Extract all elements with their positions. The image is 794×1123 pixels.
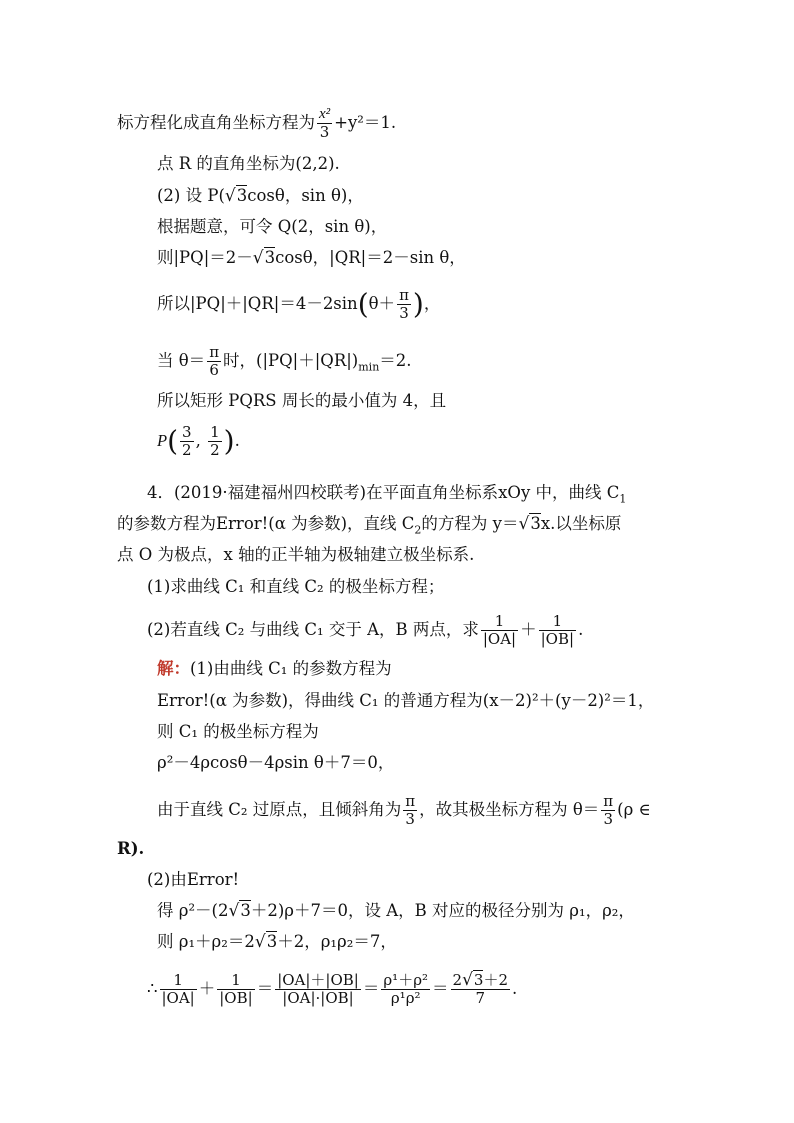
text-segment: 标方程化成直角坐标方程为 <box>117 113 315 132</box>
fraction-denominator: |OB| <box>219 989 253 1007</box>
text-line: ∴ $\frac{1}{|OA|}$ ＋ $\frac{1}{|OB|}$ ＝ $\frac{|OA|+|OB|}{|OA|\cdot|OB|}$ ＝ $\frac{\text{ρ¹＋ρ²}}{\text{ρ¹ρ²}}$ ＝ $\frac{2√3+2}{7}$ . <box>147 970 518 1007</box>
text-segment: 则|PQ|＝2－ <box>157 248 253 267</box>
text-segment: 当 θ＝ <box>157 351 206 370</box>
text-segment: 则 ρ₁＋ρ₂＝2 <box>157 932 255 951</box>
fraction-numerator: 1 <box>210 423 220 441</box>
left-paren: ( <box>357 287 369 321</box>
right-paren: ) <box>412 287 424 321</box>
text-line <box>157 344 412 379</box>
fraction-numerator: 1 <box>539 613 576 631</box>
text-segment: . <box>234 431 240 450</box>
text-segment: 得 ρ²－(2 <box>157 901 229 920</box>
sqrt-radicand: 3 <box>240 901 251 920</box>
solution-label: 解： <box>157 659 190 678</box>
text-line <box>157 657 392 681</box>
fraction-denominator: 3 <box>603 810 613 828</box>
text-line: (2)若直线 C₂ 与曲线 C₁ 交于 A，B 两点，求 $\frac{1}{|OA|}$ ＋ $\frac{1}{|OB|}$ . <box>147 612 584 648</box>
fraction <box>451 972 510 1007</box>
text-segment: 的方程为 y＝ <box>421 514 519 533</box>
sqrt-radicand: 3 <box>236 186 248 205</box>
text-segment: cosθ，|QR|＝2－sin θ， <box>275 248 466 267</box>
fraction-numerator: π <box>603 792 614 810</box>
text-segment: 时，(|PQ|＋|QR|) <box>223 351 359 370</box>
fraction-numerator: 1 <box>217 972 254 990</box>
fraction-numerator: π <box>405 792 416 810</box>
text-segment: ， <box>423 294 441 313</box>
text-segment: P <box>157 431 168 450</box>
fraction-numerator: x² <box>319 106 331 122</box>
fraction-denominator: |OA|·|OB| <box>282 989 354 1007</box>
text-line <box>157 184 364 208</box>
text-line: 则 C₁ 的极坐标方程为 <box>157 722 319 741</box>
text-segment: ＋2 <box>483 971 509 989</box>
text-line <box>147 481 626 511</box>
fraction-numerator: π <box>399 286 409 304</box>
subscript: 1 <box>619 492 627 506</box>
fraction-denominator: 7 <box>475 989 486 1007</box>
text-segment: +y²＝1. <box>334 113 397 132</box>
fraction <box>217 972 254 1007</box>
sqrt-symbol: √ <box>252 248 264 268</box>
fraction-denominator: 2 <box>210 441 220 459</box>
fraction <box>403 793 417 828</box>
fraction <box>601 793 615 828</box>
fraction <box>539 613 576 648</box>
fraction-denominator: ρ¹ρ² <box>390 989 421 1007</box>
text-segment: 2 <box>452 971 463 989</box>
text-line: 点 O 为极点，x 轴的正半轴为极轴建立极坐标系. <box>117 545 475 564</box>
text-segment: ∴ <box>147 979 158 998</box>
text-line: Error!(α 为参数)，得曲线 C₁ 的普通方程为(x－2)²＋(y－2)²＝1， <box>157 691 655 710</box>
left-paren: ( <box>167 424 179 458</box>
sqrt-radicand: 3 <box>473 971 484 989</box>
text-line <box>157 930 397 954</box>
fraction-numerator: |OA|＋|OB| <box>277 971 359 989</box>
fraction-denominator: |OA| <box>161 989 195 1007</box>
text-segment: ＋2，ρ₁ρ₂＝7， <box>277 932 397 951</box>
text-line <box>117 106 396 141</box>
text-line <box>157 287 440 322</box>
sqrt-symbol: √ <box>224 186 236 206</box>
fraction <box>381 972 430 1007</box>
text-segment: 所以|PQ|＋|QR|＝4－2sin <box>157 294 358 313</box>
fraction-denominator: 2 <box>182 441 192 459</box>
fraction-denominator: 3 <box>399 304 409 322</box>
text-segment: 由于直线 C₂ 过原点，且倾斜角为 <box>157 800 402 819</box>
fraction <box>275 972 361 1007</box>
fraction-denominator: 3 <box>405 810 415 828</box>
fraction-numerator <box>451 972 510 990</box>
fraction-denominator: 3 <box>319 123 330 141</box>
subscript: min <box>358 360 380 374</box>
fraction <box>317 106 332 141</box>
text-segment: ＋2)ρ＋7＝0，设 A，B 对应的极径分别为 ρ₁，ρ₂， <box>250 901 635 920</box>
text-line: ρ²－4ρcosθ－4ρsin θ＋7＝0， <box>157 753 395 772</box>
sqrt-radicand: 3 <box>264 248 276 267</box>
text-segment: 4．(2019·福建福州四校联考)在平面直角坐标系xOy 中，曲线 C <box>147 483 620 502</box>
fraction-denominator: |OB| <box>540 630 575 648</box>
text-line <box>117 512 621 542</box>
text-segment: (2) 设 P( <box>157 186 225 205</box>
text-segment: x.以坐标原 <box>540 514 622 533</box>
fraction <box>208 424 222 459</box>
fraction-numerator: 1 <box>160 972 197 990</box>
fraction <box>397 287 411 322</box>
text-segment: . <box>578 620 584 639</box>
text-segment: θ＋ <box>368 294 396 313</box>
fraction-numerator: 1 <box>481 613 518 631</box>
text-segment: cosθ，sin θ)， <box>247 186 364 205</box>
text-line <box>157 793 651 828</box>
text-segment: (2)若直线 C₂ 与曲线 C₁ 交于 A，B 两点，求 <box>147 620 479 639</box>
fraction <box>180 424 194 459</box>
sqrt-symbol: √ <box>462 970 473 990</box>
text-line: 点 R 的直角坐标为(2,2). <box>157 154 340 173</box>
text-line: (1)求曲线 C₁ 和直线 C₂ 的极坐标方程； <box>147 577 445 596</box>
right-paren: ) <box>223 424 235 458</box>
fraction-denominator: 6 <box>209 361 219 379</box>
sqrt-symbol: √ <box>228 901 240 921</box>
sqrt-symbol: √ <box>254 932 266 952</box>
fraction-numerator: ρ¹＋ρ² <box>383 971 429 989</box>
fraction <box>207 344 221 379</box>
text-segment: ，故其极坐标方程为 θ＝ <box>419 800 600 819</box>
text-line <box>157 899 635 923</box>
text-segment: (1)由曲线 C₁ 的参数方程为 <box>190 659 392 678</box>
text-line: 所以矩形 PQRS 周长的最小值为 4，且 <box>157 391 447 410</box>
text-line: P( $\frac{3}{2}$ , $\frac{1}{2}$ ). <box>157 423 240 459</box>
text-segment: 的参数方程为Error!(α 为参数)，直线 C <box>117 514 415 533</box>
text-line <box>157 246 466 270</box>
text-line: R). <box>117 839 145 858</box>
sqrt-radicand: 3 <box>266 932 278 951</box>
text-line: (2)由Error! <box>147 870 240 889</box>
text-segment: ＝2. <box>379 351 412 370</box>
fraction <box>160 972 197 1007</box>
fraction <box>481 613 518 648</box>
text-line: 根据题意，可令 Q(2，sin θ)， <box>157 217 388 236</box>
fraction-numerator: 3 <box>182 423 192 441</box>
fraction-denominator: |OA| <box>482 630 517 648</box>
sqrt-symbol: √ <box>518 514 530 534</box>
sqrt-radicand: 3 <box>530 514 541 533</box>
subscript: 2 <box>414 523 422 537</box>
text-segment: (ρ ∈ <box>617 800 651 819</box>
fraction-numerator: π <box>209 343 220 361</box>
text-segment: . <box>512 979 518 998</box>
